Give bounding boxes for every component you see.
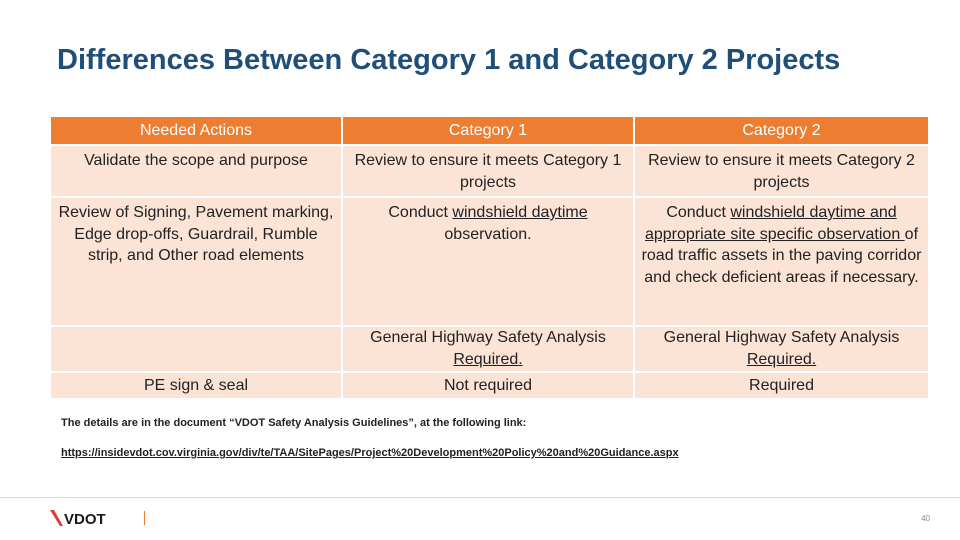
header-needed-actions: Needed Actions (50, 116, 342, 145)
logo-text: VDOT (64, 511, 106, 528)
cell-action: PE sign & seal (50, 372, 342, 399)
cell-category-1: Review to ensure it meets Category 1 projects (342, 145, 634, 197)
footer-divider (0, 497, 960, 498)
cell-category-1: Not required (342, 372, 634, 399)
details-note: The details are in the document “VDOT Safety Analysis Guidelines”, at the following link: (61, 417, 527, 429)
vdot-logo (48, 508, 122, 528)
header-category-2: Category 2 (634, 116, 929, 145)
footer-separator (144, 511, 145, 525)
table-row (50, 326, 929, 372)
table-row (50, 145, 929, 197)
table-row (50, 372, 929, 399)
cell-category-2: General Highway Safety Analysis Required. (634, 326, 929, 372)
guidelines-link[interactable]: https://insidevdot.cov.virginia.gov/div/te/TAA/SitePages/Project%20Development%20Policy%20and%20Guidance.aspx (61, 447, 679, 459)
page-number: 40 (921, 514, 930, 523)
comparison-table (49, 115, 930, 400)
cell-category-1: Conduct windshield daytime observation. (342, 197, 634, 326)
cell-category-2: Review to ensure it meets Category 2 projects (634, 145, 929, 197)
table-row (50, 197, 929, 326)
cell-category-1: General Highway Safety Analysis Required. (342, 326, 634, 372)
table-header-row (50, 116, 929, 145)
cell-action: Validate the scope and purpose (50, 145, 342, 197)
cell-category-2: Required (634, 372, 929, 399)
cell-category-2: Conduct windshield daytime and appropriate site specific observation of road traffic assets in the paving corridor and check deficient areas if necessary. (634, 197, 929, 326)
logo-swoosh-icon (50, 510, 63, 526)
slide-title: Differences Between Category 1 and Category 2 Projects (57, 44, 841, 76)
cell-action: Review of Signing, Pavement marking, Edge drop-offs, Guardrail, Rumble strip, and Other road elements (50, 197, 342, 326)
cell-action (50, 326, 342, 372)
header-category-1: Category 1 (342, 116, 634, 145)
